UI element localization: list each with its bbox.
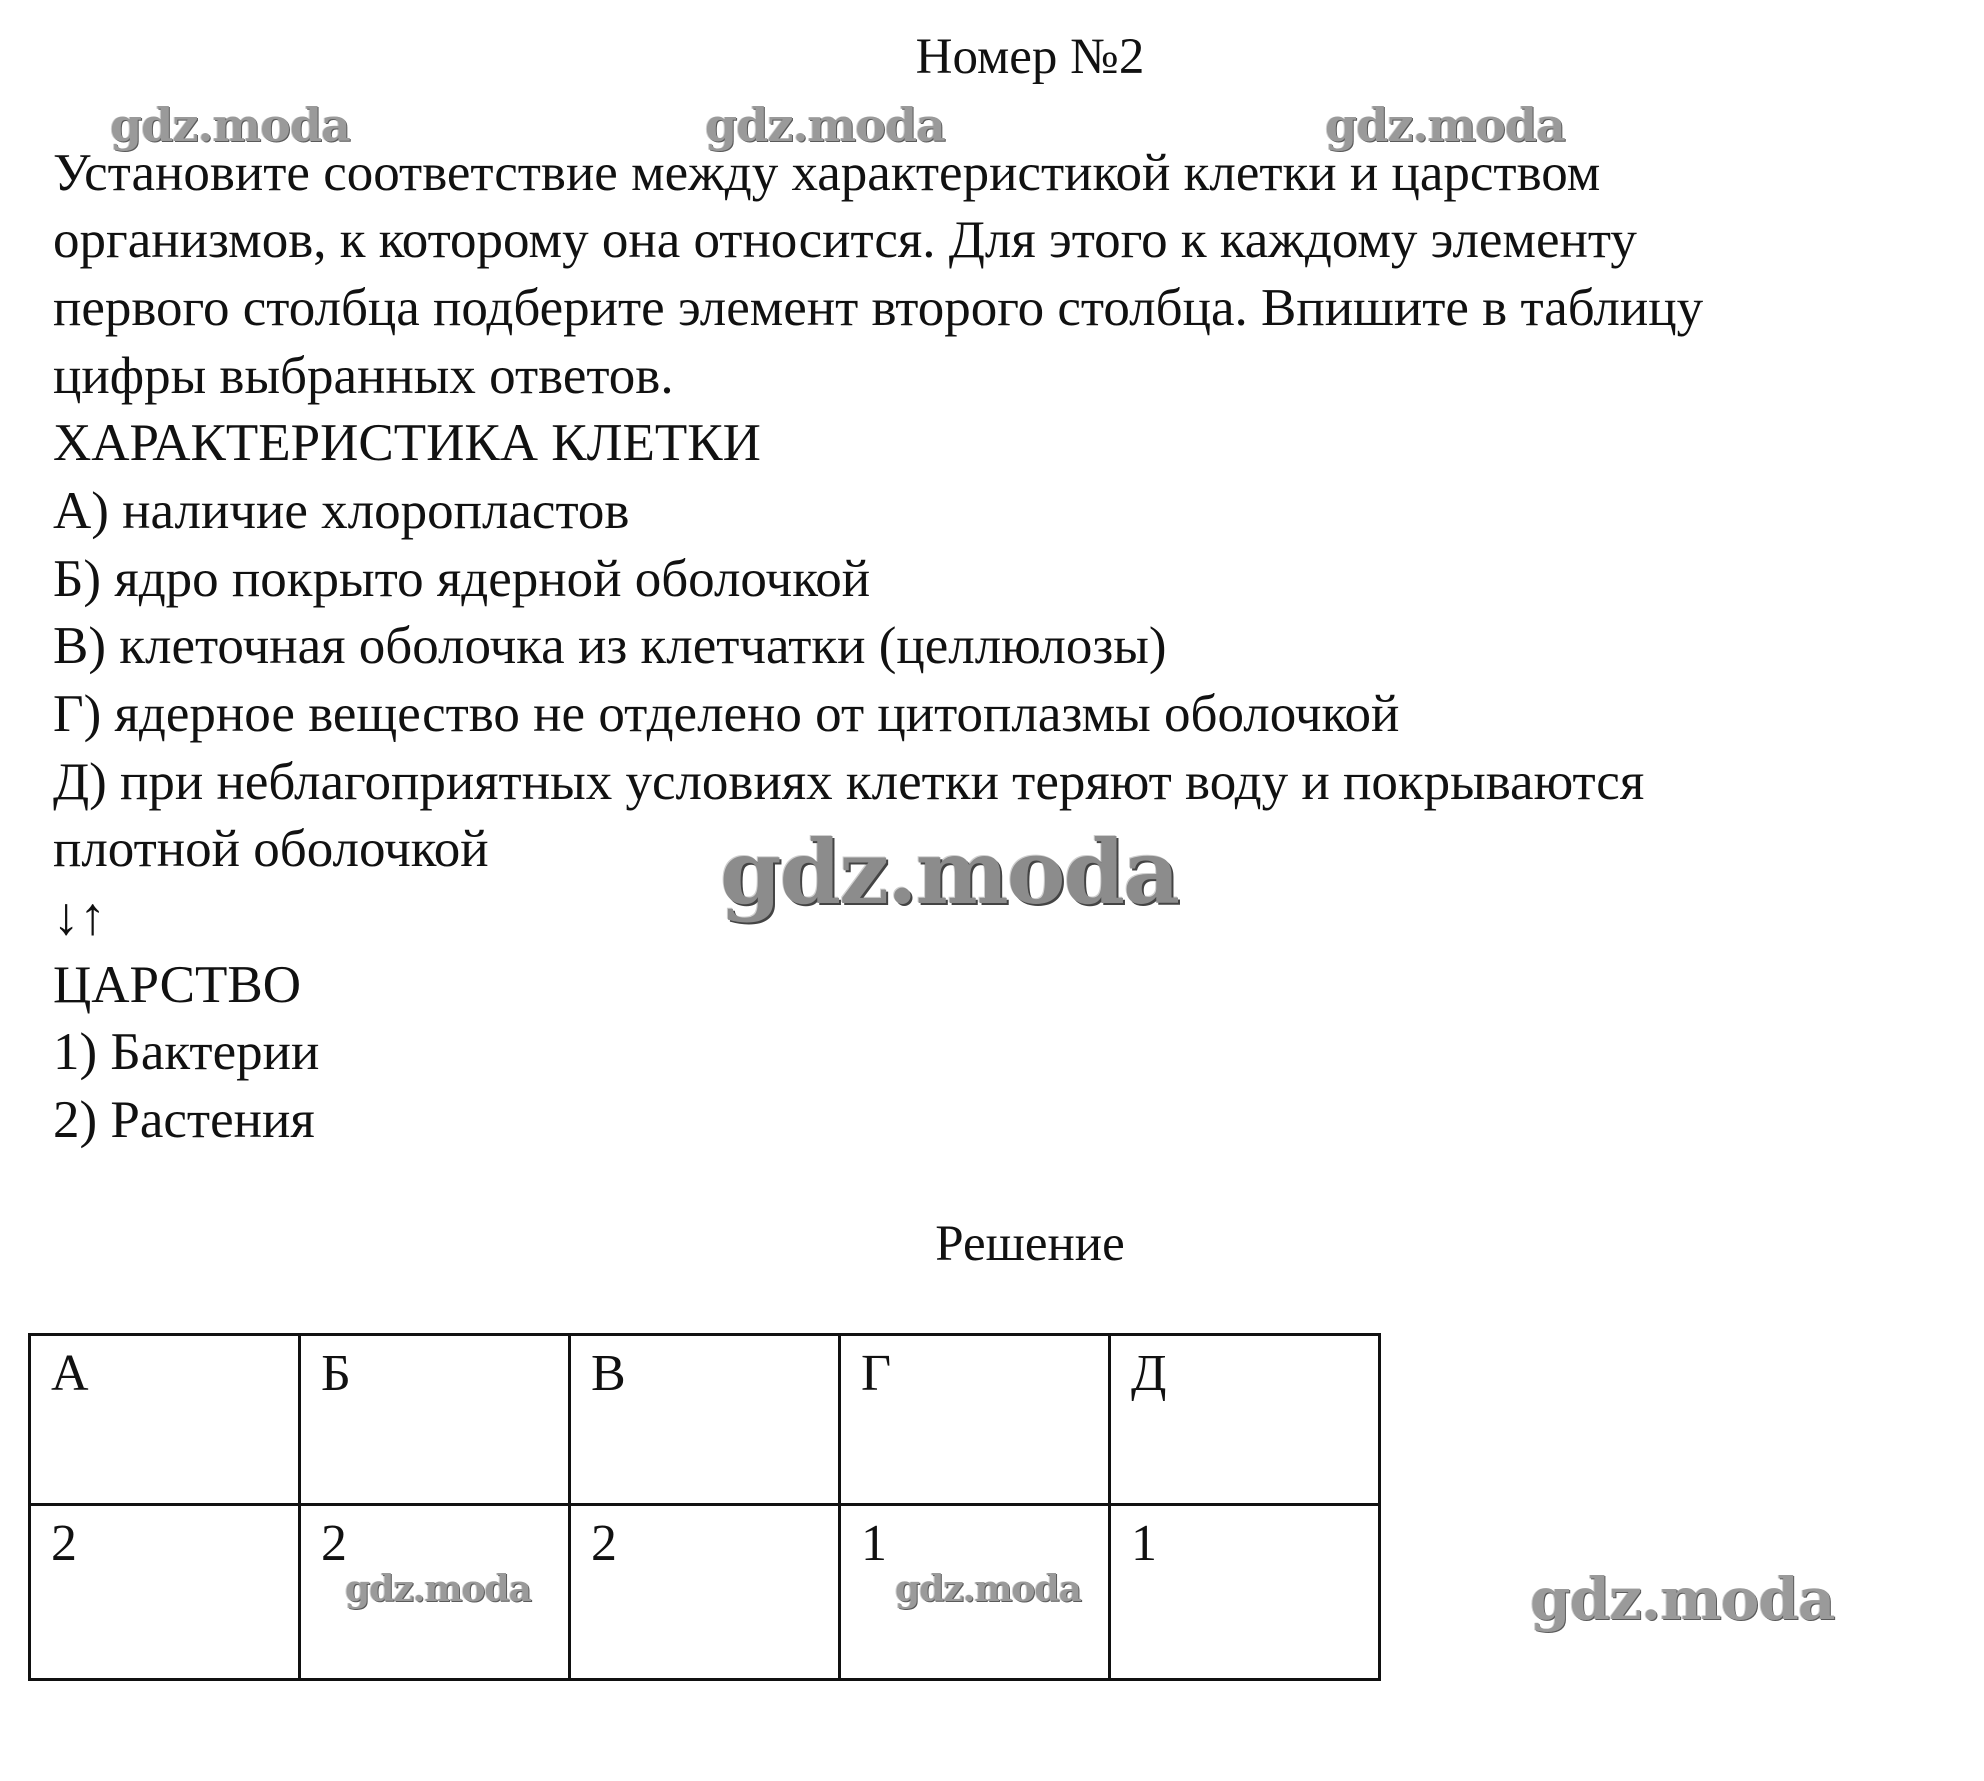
answer-header-cell: Г (840, 1335, 1110, 1505)
answer-header-cell: Д (1110, 1335, 1380, 1505)
answer-table (28, 1333, 1381, 1681)
task-line-3: первого столбца подберите элемент второго столбца. Впишите в таблицу (53, 279, 1704, 337)
watermark-bottom-right: gdz.moda (1530, 1565, 1835, 1633)
characteristic-item-b: Б) ядро покрыто ядерной оболочкой (53, 550, 871, 608)
answer-header-cell: В (570, 1335, 840, 1505)
answer-value-cell: 2 (570, 1505, 840, 1680)
answer-table-value-row (30, 1505, 1380, 1680)
page-title: Номер №2 (915, 29, 1145, 85)
kingdom-heading: ЦАРСТВО (53, 956, 302, 1014)
answer-value-cell: 2 (30, 1505, 300, 1680)
characteristic-item-g: Г) ядерное вещество не отделено от цитоплазмы оболочкой (53, 685, 1400, 743)
answer-table-header-row (30, 1335, 1380, 1505)
watermark-cell-b: gdz.moda (345, 1568, 531, 1610)
characteristic-item-v: В) клеточная оболочка из клетчатки (целлюлозы) (53, 617, 1167, 675)
characteristic-item-d: Д) при неблагоприятных условиях клетки теряют воду и покрываются (53, 753, 1645, 811)
task-line-1: Установите соответствие между характеристикой клетки и царством (53, 144, 1601, 202)
answer-value-cell: 1 (1110, 1505, 1380, 1680)
answer-value-cell: 2 (300, 1505, 570, 1680)
watermark-cell-g: gdz.moda (895, 1568, 1081, 1610)
watermark-top-center: gdz.moda (705, 98, 945, 152)
match-arrows-icon: ↓↑ (53, 888, 106, 946)
task-line-4: цифры выбранных ответов. (53, 347, 674, 405)
solution-label: Решение (935, 1216, 1125, 1272)
characteristic-item-a: А) наличие хлоропластов (53, 482, 630, 540)
watermark-top-right: gdz.moda (1325, 98, 1565, 152)
answer-header-cell: Б (300, 1335, 570, 1505)
task-line-2: организмов, к которому она относится. Для этого к каждому элементу (53, 211, 1637, 269)
answer-header-cell: А (30, 1335, 300, 1505)
watermark-center-large: gdz.moda (720, 820, 1179, 924)
kingdom-item-1: 1) Бактерии (53, 1023, 320, 1081)
kingdom-item-2: 2) Растения (53, 1091, 315, 1149)
answer-value-cell: 1 (840, 1505, 1110, 1680)
characteristic-item-d-continued: плотной оболочкой (53, 820, 489, 878)
watermark-top-left: gdz.moda (110, 98, 350, 152)
characteristics-heading: ХАРАКТЕРИСТИКА КЛЕТКИ (53, 414, 761, 472)
